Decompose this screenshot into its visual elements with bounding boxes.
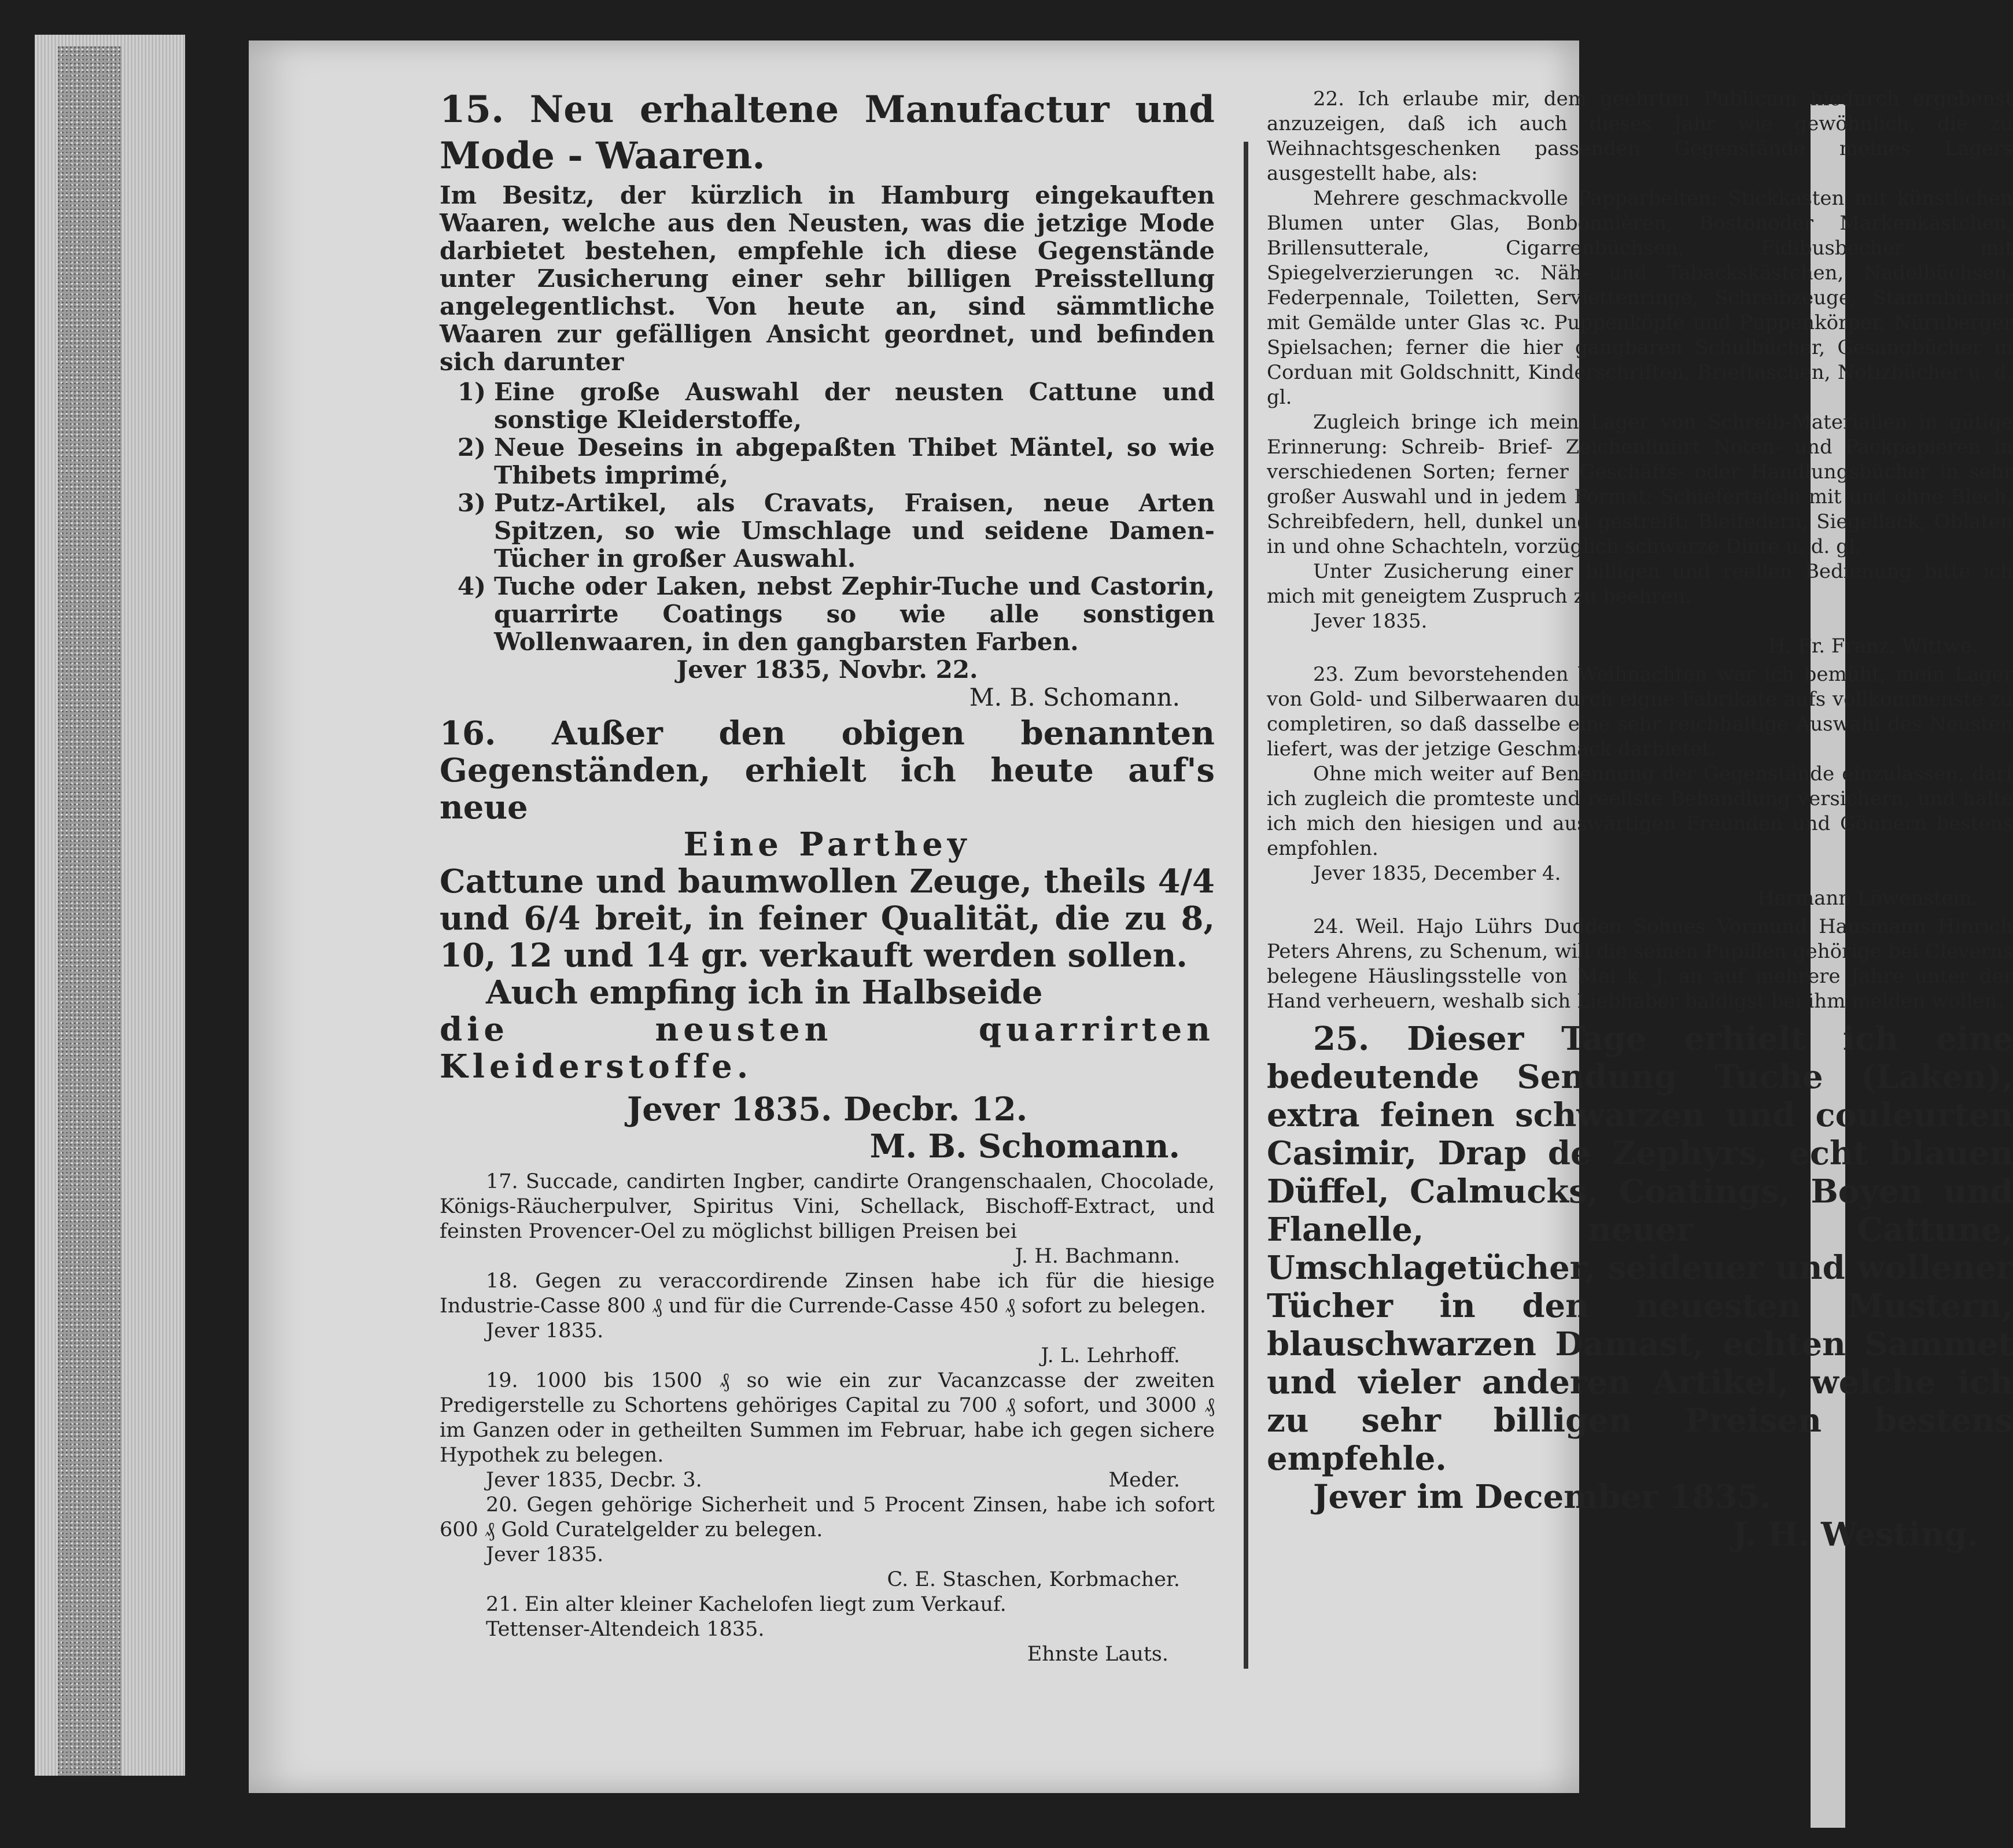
ad-16-heading: Eine Parthey bbox=[683, 825, 971, 864]
ad-22-stationery: Zugleich bringe ich mein Lager von Schreib-Materialien in gütige Erinnerung: Schreib- Brief- Zeichenliniirt Noten- und Packpapieren in verschiedenen Sorten; ferner Geschäfts- oder Handlungsbücher in sehr großer Auswahl und in jedem Format; Schiefertafeln mit und ohne Blech, Schreibfedern, hell, dunkel und gestreift; Bleifedern, Siegellack, Oblaten in und ohne Schachteln, vorzüglich schwarze Dinte u. d. gl. bbox=[1267, 411, 2013, 558]
ad-16-body: Cattune und baumwollen Zeuge, theils 4/4 und 6/4 breit, in feiner Qualität, die zu 8, 10, 12 und 14 gr. verkauft werden sollen. bbox=[440, 862, 1215, 975]
ad-22-date: Jever 1835. bbox=[1313, 610, 1428, 633]
ad-21-signature: Ehnste Lauts. bbox=[1027, 1643, 1168, 1666]
ad-18-date: Jever 1835. bbox=[486, 1319, 604, 1342]
ad-22-closing: Unter Zusicherung einer billigen und reellen Bedienung bitte ich mich mit geneigtem Zuspruch zu beehren. bbox=[1267, 560, 2013, 608]
list-item: 3) Putz-Artikel, als Cravats, Fraisen, neue Arten Spitzen, so wie Umschlage und seidene Damen-Tücher in großer Auswahl. bbox=[457, 489, 1215, 573]
ad-15-intro: Im Besitz, der kürzlich in Hamburg eingekauften Waaren, welche aus den Neusten, was die jetzige Mode darbietet bestehen, empfehle ich diese Gegenstände unter Zusicherung einer sehr billigen Preisstellung angelegentlichst. Von heute an, sind sämmtliche Waaren zur gefälligen Ansicht geordnet, und befinden sich darunter bbox=[440, 181, 1215, 376]
ad-16-signature: M. B. Schomann. bbox=[869, 1127, 1180, 1165]
ad-15-signature: M. B. Schomann. bbox=[969, 683, 1180, 711]
ad-23-signature: Hermann Löwenstein. bbox=[1757, 887, 1978, 910]
ad-15-list bbox=[440, 378, 1215, 656]
ad-20-text: 20. Gegen gehörige Sicherheit und 5 Procent Zinsen, habe ich sofort 600 ₰ Gold Curatelgelder zu belegen. bbox=[440, 1493, 1215, 1541]
ad-23-date: Jever 1835, December 4. bbox=[1313, 862, 1561, 885]
list-item: 1) Eine große Auswahl der neusten Cattune und sonstige Kleiderstoffe, bbox=[457, 378, 1215, 434]
newspaper-page bbox=[249, 40, 2013, 1793]
ad-25-text: 25. Dieser Tage erhielt ich eine bedeutende Sendung Tuche (Laken), extra feinen schwarzen und couleurten Casimir, Drap de Zephyrs, echt blauen Düffel, Calmucks, Coatings, Boyen und Flanelle, neuer Cattune, Umschlagetücher, seideuer und wollener Tücher in den neuesten Mustern, blauschwarzen Damast, echten Sammet und vieler anderen Artikel, welche ich zu sehr billigen Preisen bestens empfehle. bbox=[1267, 1020, 2013, 1478]
ad-23-body: Ohne mich weiter auf Benennung der Gegenstände einzulassen, darf ich zugleich die promteste und reellste Behandlung versichern, und halte ich mich den hiesigen und auswärtigen Freunden und Gönnern bestens empfohlen. bbox=[1267, 762, 2013, 860]
ad-22-signature: H. Fr. Franz, Wittwe. bbox=[1768, 635, 1978, 658]
ad-23-intro: 23. Zum bevorstehenden Weihnachten war ich bemüht, mein Lager von Gold- und Silberwaaren durch eigne Fabrikate aufs vollkommenste zu completiren, so daß dasselbe eine sehr reichhaltige Auswahl des Neusten liefert, was der jetzige Geschmack darbietet. bbox=[1267, 663, 2013, 761]
ad-17-signature: J. H. Bachmann. bbox=[1015, 1245, 1180, 1268]
right-column bbox=[1267, 87, 2013, 1553]
ad-24-text: 24. Weil. Hajo Lührs Dudden Sohnes Vormund Hausmann Hinrich Peters Ahrens, zu Schenum, will die seinen Pupillen gehörige bei Cleverns belegene Häuslingsstelle von Mai k. J. an auf mehrere Jahre unter der Hand verheuern, weshalb sich Liebhaber baldigst bei ihm melden wollen. bbox=[1267, 915, 2013, 1013]
ad-15-date: Jever 1835, Novbr. 22. bbox=[676, 655, 978, 684]
ad-19-text: 19. 1000 bis 1500 ₰ so wie ein zur Vacanzcasse der zweiten Predigerstelle zu Schortens gehöriges Capital zu 700 ₰ sofort, und 3000 ₰ im Ganzen oder in getheilten Summen im Februar, habe ich gegen sichere Hypothek zu belegen. bbox=[440, 1369, 1215, 1467]
ad-22-items: Mehrere geschmackvolle Papparbeiten: Stickkasten mit künstlichen Blumen unter Glas, Bonbonnièren, Bostonoder Markenkästchen, Brillensutterale, Cigarrenbüchsen, Fidibusbecher mit Spiegelverzierungen ꝛc. Näh- und Tabackskästchen, Nadelbüchsen, Federpennale, Toiletten, Serviettenringe, Schreibzeuge, Stammbücher mit Gemälde unter Glas ꝛc. Puppenköpfe und Puppenkörper, Nürnberger Spielsachen; ferner die hier gangbaren Schulbücher, Gesangbücher in Corduan mit Goldschnitt, Kinderschriften, Brieftaschen, Notizbücher u. d. gl. bbox=[1267, 187, 2013, 409]
ad-16-fabrics: die neusten quarrirten Kleiderstoffe. bbox=[440, 1010, 1215, 1086]
ad-17-text: 17. Succade, candirten Ingber, candirte Orangenschaalen, Chocolade, Königs-Räucherpulver, Spiritus Vini, Schellack, Bischoff-Extract, und feinsten Provencer-Oel zu möglichst billigen Preisen bei bbox=[440, 1170, 1215, 1243]
ad-22-intro: 22. Ich erlaube mir, dem geehrten Publicum hiedurch ergebenst anzuzeigen, daß ich auch dieses Jahr wie gewöhnlich, die zu Weihnachtsgeschenken passenden Gegenstände meines Lagers ausgestellt habe, als: bbox=[1267, 87, 2013, 185]
left-column bbox=[440, 87, 1215, 1667]
list-item: 2) Neue Deseins in abgepaßten Thibet Mäntel, so wie Thibets imprimé, bbox=[457, 433, 1215, 489]
ad-18-text: 18. Gegen zu veraccordirende Zinsen habe ich für die hiesige Industrie-Casse 800 ₰ und für die Currende-Casse 450 ₰ sofort zu belegen. bbox=[440, 1270, 1215, 1318]
book-cover-edge bbox=[58, 46, 121, 1776]
list-item: 4) Tuche oder Laken, nebst Zephir-Tuche und Castorin, quarrirte Coatings so wie alle sonstigen Wollenwaaren, in den gangbarsten Farben. bbox=[457, 572, 1215, 656]
ad-16-date: Jever 1835. Decbr. 12. bbox=[626, 1090, 1028, 1128]
ad-19-date: Jever 1835, Decbr. 3. bbox=[486, 1469, 702, 1492]
ad-19-footer bbox=[440, 1468, 1215, 1493]
ad-16-silk: Auch empfing ich in Halbseide bbox=[486, 973, 1043, 1012]
ad-21-date: Tettenser-Altendeich 1835. bbox=[486, 1618, 765, 1641]
column-divider bbox=[1244, 142, 1248, 1669]
ad-20-date: Jever 1835. bbox=[486, 1543, 604, 1566]
ad-21-text: 21. Ein alter kleiner Kachelofen liegt zum Verkauf. bbox=[486, 1593, 1006, 1616]
ad-25-signature: J. H. Westing. bbox=[1732, 1515, 1978, 1554]
ad-18-signature: J. L. Lehrhoff. bbox=[1041, 1344, 1180, 1367]
ad-15-title: 15. Neu erhaltene Manufactur und Mode - Waaren. bbox=[440, 88, 1215, 178]
ad-25-date: Jever im December 1835. bbox=[1313, 1478, 1771, 1516]
ad-16-text: 16. Außer den obigen benannten Gegenständen, erhielt ich heute auf's neue bbox=[440, 714, 1215, 827]
ad-19-signature: Meder. bbox=[1108, 1469, 1180, 1492]
ad-20-signature: C. E. Staschen, Korbmacher. bbox=[887, 1568, 1180, 1591]
